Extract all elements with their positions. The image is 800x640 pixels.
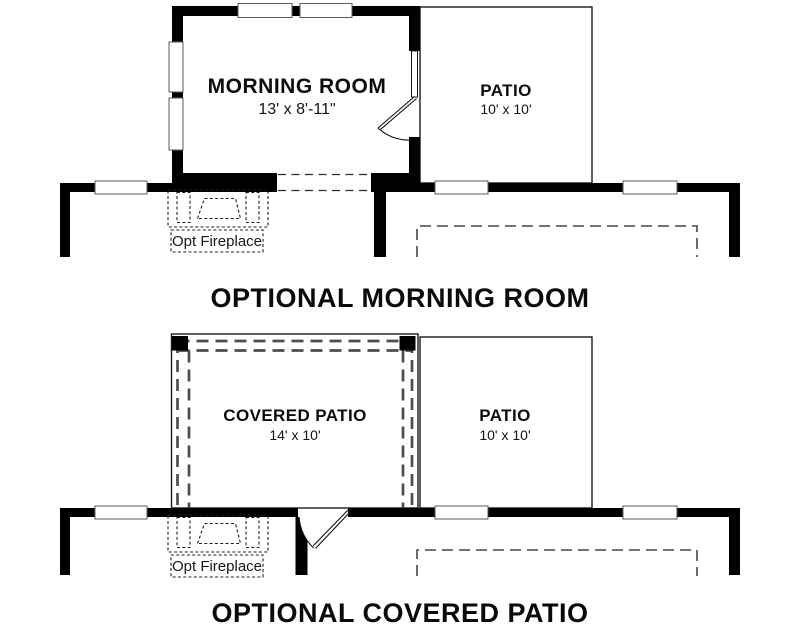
house-wall-left-segment xyxy=(60,183,277,192)
house-wall-right-segment xyxy=(348,508,740,517)
fireplace-firebox xyxy=(198,199,241,219)
morning-room-plan xyxy=(60,4,740,314)
morning-room-label: MORNING ROOM xyxy=(207,75,387,98)
window xyxy=(300,4,352,18)
fireplace-outer-dash xyxy=(168,515,268,552)
morning-room-plan-title: OPTIONAL MORNING ROOM xyxy=(210,283,590,313)
covered-patio-label: COVERED PATIO xyxy=(223,406,367,425)
fireplace-side-right xyxy=(246,193,259,223)
window xyxy=(623,506,677,519)
door-swing-arc xyxy=(378,128,411,140)
patio-dimensions: 10' x 10' xyxy=(480,101,532,117)
garage-dashed-outline xyxy=(417,226,697,257)
fireplace-outer-dash xyxy=(168,190,268,227)
patio-post-right xyxy=(400,336,416,351)
window xyxy=(435,181,488,194)
house-wall-right-segment xyxy=(371,183,740,192)
window xyxy=(238,4,292,18)
fireplace-option xyxy=(168,515,268,577)
house-left-end-wall xyxy=(60,508,70,575)
fireplace-label: Opt Fireplace xyxy=(171,558,263,575)
window xyxy=(435,506,488,519)
house-left-end-wall xyxy=(60,183,70,257)
interior-wall-stub xyxy=(374,183,386,257)
patio-label: PATIO xyxy=(479,406,531,425)
patio-post-left xyxy=(172,336,188,351)
fireplace-firebox xyxy=(198,524,241,544)
house-right-end-wall xyxy=(729,508,740,575)
house-right-end-wall xyxy=(729,183,740,257)
fireplace-option xyxy=(168,190,268,252)
covered-patio-plan-title: OPTIONAL COVERED PATIO xyxy=(211,598,589,628)
morning-room-left-wall xyxy=(172,6,183,183)
morning-room-top-wall xyxy=(172,6,420,16)
fireplace-side-left xyxy=(177,193,190,223)
window xyxy=(169,42,183,92)
morning-room-dimensions: 13' x 8'-11" xyxy=(258,101,336,118)
fireplace-side-left xyxy=(177,518,190,548)
window xyxy=(95,506,147,519)
fireplace-side-right xyxy=(246,518,259,548)
covered-patio-dimensions: 14' x 10' xyxy=(269,427,321,443)
window xyxy=(169,98,183,150)
patio-dimensions: 10' x 10' xyxy=(479,427,531,443)
patio-label: PATIO xyxy=(480,81,532,100)
covered-patio-plan xyxy=(60,334,740,628)
morning-room-right-wall-upper xyxy=(409,6,420,51)
garage-dashed-outline xyxy=(417,550,697,576)
window xyxy=(95,181,147,194)
morning-room-bottom-wall-right xyxy=(371,173,420,183)
fireplace-label: Opt Fireplace xyxy=(171,233,263,250)
door-frame xyxy=(412,51,418,97)
window xyxy=(623,181,677,194)
door-leaf xyxy=(378,97,417,130)
morning-room-bottom-wall-left xyxy=(172,173,277,183)
